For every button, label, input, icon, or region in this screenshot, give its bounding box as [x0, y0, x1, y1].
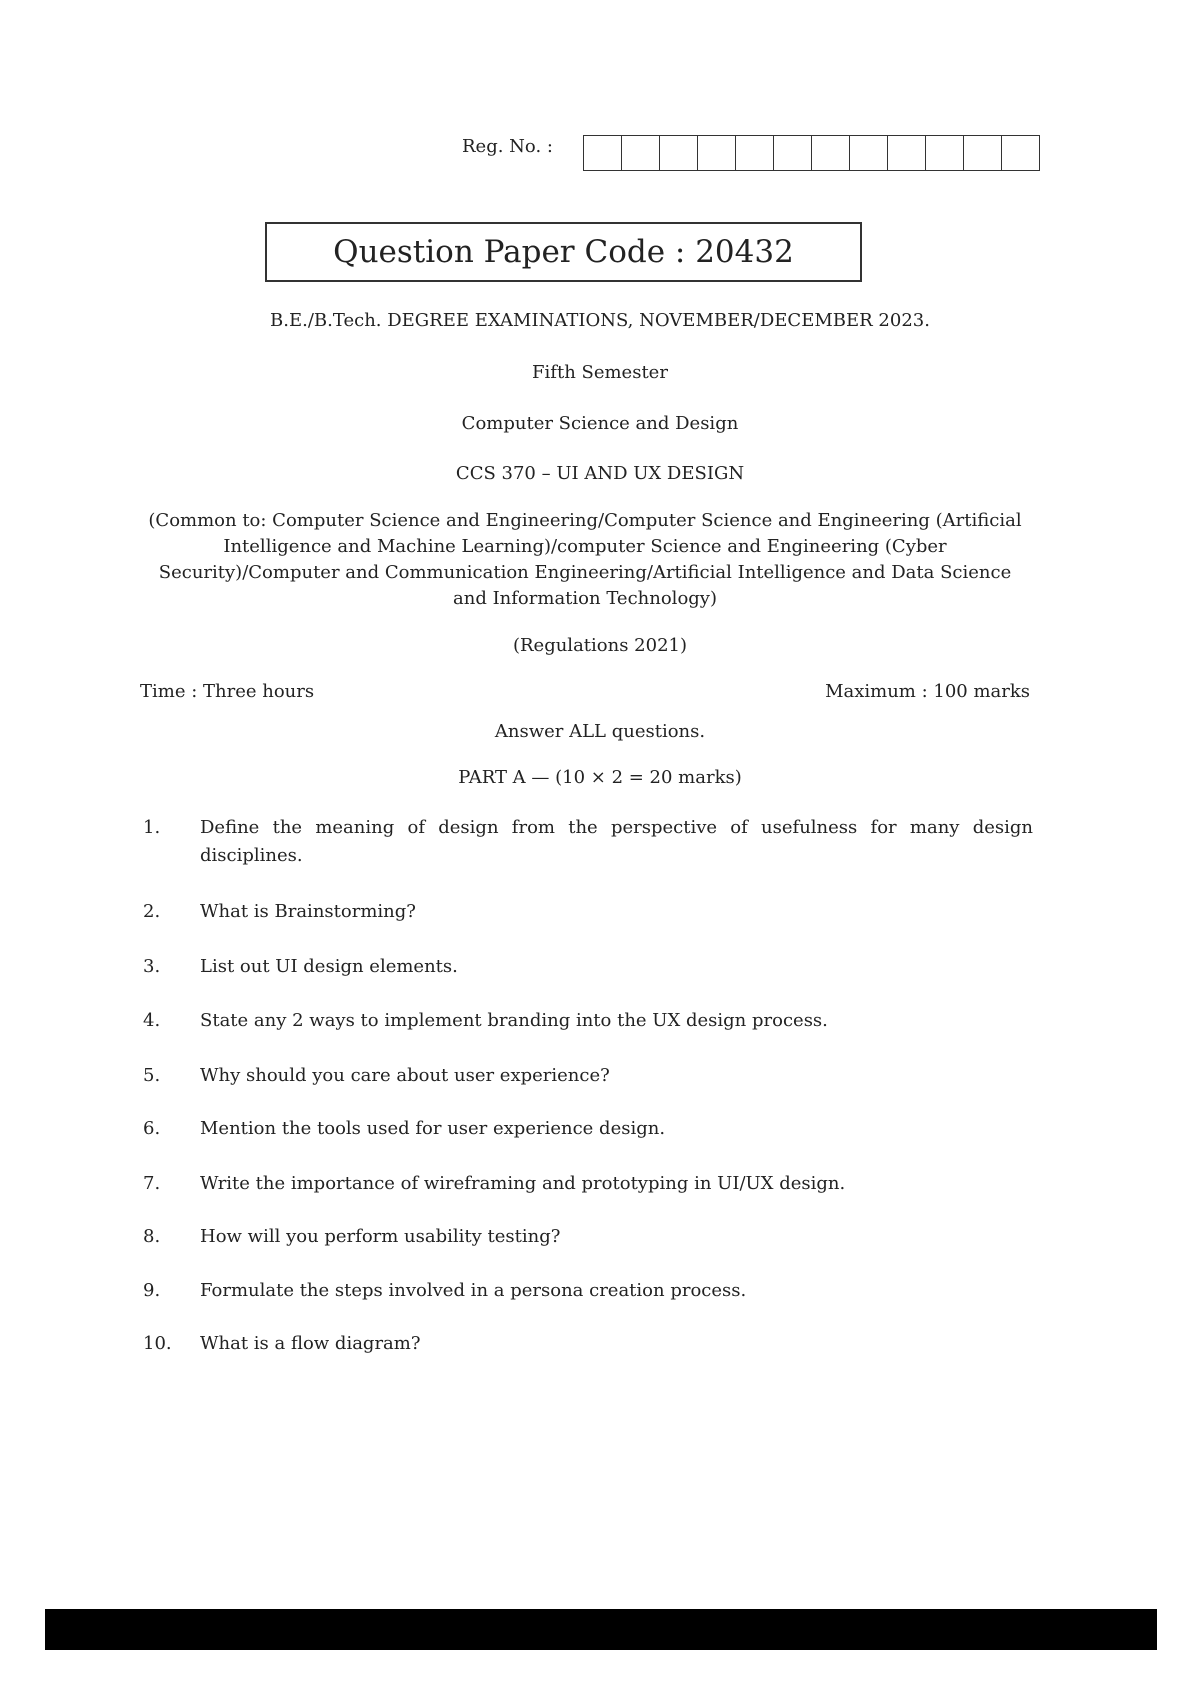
instruction: Answer ALL questions.	[494, 721, 706, 742]
question-item	[143, 1277, 1033, 1305]
question-number: 2.	[143, 901, 161, 922]
question-text: How will you perform usability testing?	[200, 1226, 561, 1247]
common-to: (Common to: Computer Science and Engineering/Computer Science and Engineering (Artificial Intelligence and Machine Learning)/computer Science and Engineering (Cyber Security)/Computer and Communication Engineering/Artificial Intelligence and Data Science and Information Technology)	[148, 510, 1022, 609]
question-number: 10.	[143, 1333, 172, 1354]
question-number: 8.	[143, 1226, 161, 1247]
question-text: Define the meaning of design from the perspective of usefulness for many design disciplines.	[200, 817, 1033, 866]
question-item	[143, 1007, 1033, 1035]
scan-black-bar	[45, 1609, 1157, 1650]
question-number: 3.	[143, 956, 161, 977]
question-item	[143, 1062, 1033, 1090]
reg-no-label: Reg. No. :	[462, 136, 553, 157]
max-marks: Maximum : 100 marks	[825, 681, 1030, 702]
question-item	[143, 1223, 1033, 1251]
question-item	[143, 1170, 1033, 1198]
question-text: State any 2 ways to implement branding into the UX design process.	[200, 1010, 828, 1031]
question-text: List out UI design elements.	[200, 956, 458, 977]
question-number: 5.	[143, 1065, 161, 1086]
exam-title: B.E./B.Tech. DEGREE EXAMINATIONS, NOVEMBER/DECEMBER 2023.	[270, 310, 930, 331]
time: Time : Three hours	[140, 681, 315, 702]
question-text: Write the importance of wireframing and prototyping in UI/UX design.	[200, 1173, 846, 1194]
question-item	[143, 1115, 1033, 1143]
question-text: What is Brainstorming?	[200, 901, 416, 922]
course-title: CCS 370 – UI AND UX DESIGN	[455, 463, 745, 484]
question-paper-code: Question Paper Code : 20432	[265, 222, 862, 282]
question-number: 9.	[143, 1280, 161, 1301]
question-text: What is a flow diagram?	[200, 1333, 421, 1354]
question-text: Why should you care about user experience?	[200, 1065, 610, 1086]
question-number: 7.	[143, 1173, 161, 1194]
semester: Fifth Semester	[532, 362, 668, 383]
question-number: 4.	[143, 1010, 161, 1031]
question-item	[143, 814, 1033, 870]
question-text: Mention the tools used for user experience design.	[200, 1118, 666, 1139]
question-item	[143, 953, 1033, 981]
part-heading: PART A — (10 × 2 = 20 marks)	[458, 767, 742, 788]
question-item	[143, 1330, 1033, 1358]
question-number: 1.	[143, 817, 161, 838]
question-number: 6.	[143, 1118, 161, 1139]
question-text: Formulate the steps involved in a persona creation process.	[200, 1280, 747, 1301]
question-item	[143, 898, 1033, 926]
reg-no-boxes	[583, 135, 1039, 171]
regulations: (Regulations 2021)	[512, 635, 688, 656]
department: Computer Science and Design	[461, 413, 739, 434]
